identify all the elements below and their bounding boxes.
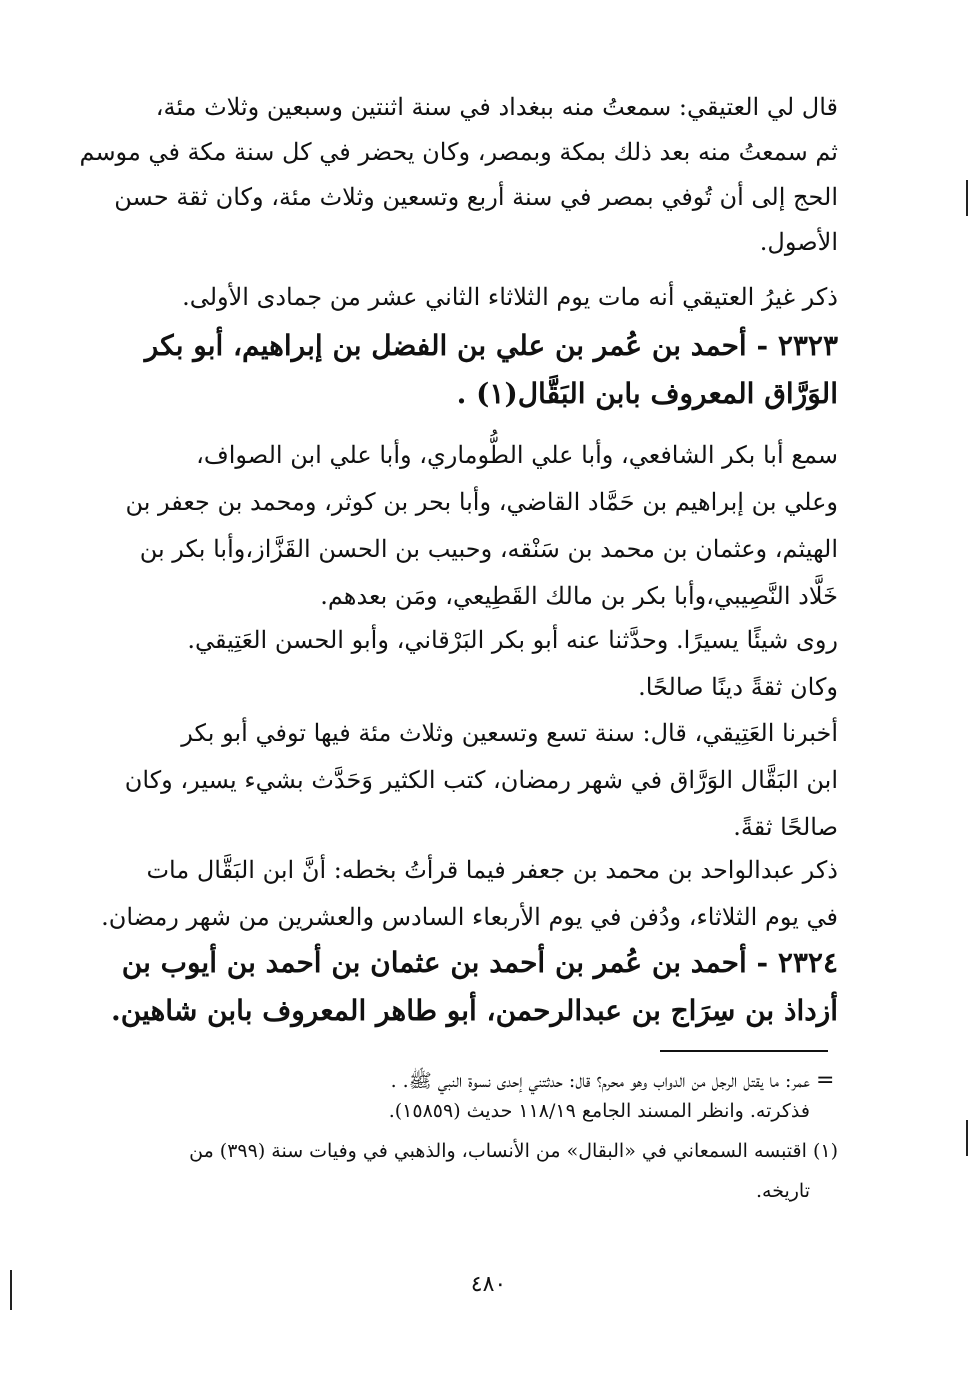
- paragraph-5: [120, 718, 838, 843]
- text-line: وكان ثقةً دينًا صالحًا.: [638, 673, 838, 701]
- text-line: أخبرنا العَتِيقي، قال: سنة تسع وتسعين وثلاث مئة فيها توفي أبو بكر: [181, 719, 838, 747]
- heading-line: الوَرَّاق المعروف بابن البَقَّال(١) .: [456, 377, 838, 410]
- text-line: في يوم الثلاثاء، ودُفن في يوم الأربعاء السادس والعشرين من شهر رمضان.: [101, 903, 838, 931]
- footnote-1: [120, 1138, 838, 1202]
- text-line: صالحًا ثقةً.: [733, 813, 838, 841]
- paragraph-1: [79, 92, 838, 262]
- text-line: ابن البَقَّال الوَرَّاق في شهر رمضان، كتب الكثير وَحَدَّث بشيء يسير، وكان: [124, 766, 838, 794]
- paragraph-4: [120, 625, 838, 705]
- footnote-line: تاريخه.: [755, 1180, 810, 1202]
- text-line: الحج إلى أن تُوفي بمصر في سنة أربع وتسعين وثلاث مئة، وكان ثقة حسن: [114, 183, 838, 211]
- heading-line: ٢٣٢٤ - أحمد بن عُمر بن أحمد بن عثمان بن أحمد بن أيوب بن: [121, 946, 838, 979]
- entry-heading-2323: [120, 328, 838, 418]
- page-number: ٤٨٠: [470, 1272, 507, 1297]
- heading-line: أزداذ بن سِرَاج بن عبدالرحمن، أبو طاهر المعروف بابن شاهين.: [111, 994, 838, 1027]
- paragraph-2: [120, 282, 838, 312]
- footnote-line: فذكرته. وانظر المسند الجامع ١١٨/١٩ حديث (١٥٨٥٩).: [388, 1100, 810, 1122]
- text-line: وعلي بن إبراهيم بن حَمَّاد القاضي، وأبا بحر بن كوثر، ومحمد بن جعفر بن: [125, 488, 838, 516]
- footnote-line: (١) اقتبسه السمعاني في «البقال» من الأنساب، والذهبي في وفيات سنة (٣٩٩) من: [189, 1140, 838, 1162]
- text-line: قال لي العتيقي: سمعتُ منه ببغداد في سنة اثنتين وسبعين وثلاث مئة،: [155, 93, 838, 121]
- paragraph-6: [101, 855, 838, 935]
- text-line: ذكر غيرُ العتيقي أنه مات يوم الثلاثاء الثاني عشر من جمادى الأولى.: [182, 283, 838, 311]
- footnote-carry-mark: =: [816, 1068, 835, 1093]
- text-line: ذكر عبدالواحد بن محمد بن جعفر فيما قرأتُ بخطه: أنَّ ابن البَقَّال مات: [146, 856, 838, 884]
- footnote-line: عمر: ما يقتل الرجل من الدواب وهو محرم؟ قال: حدثتني إحدى نسوة النبي ﷺ. .: [390, 1070, 810, 1092]
- scan-edge-mark: [966, 1120, 968, 1156]
- scan-edge-mark: [10, 1270, 12, 1310]
- footnote-separator: [660, 1050, 828, 1052]
- text-line: الهيثم، وعثمان بن محمد بن سَنْقه، وحبيب بن الحسن القَزَّاز،وأبا بكر بن: [139, 535, 838, 563]
- text-line: خَلَّاد النَّصِيبي،وأبا بكر بن مالك القَطِيعي، ومَن بعدهم.: [320, 582, 838, 610]
- footnote-carry: [120, 1068, 810, 1128]
- text-line: الأصول.: [759, 228, 838, 256]
- text-line: روى شيئًا يسيرًا. وحدَّثنا عنه أبو بكر البَرْقاني، وأبو الحسن العَتِيقي.: [187, 626, 838, 654]
- paragraph-3: [120, 440, 838, 610]
- scan-edge-mark: [966, 180, 968, 216]
- entry-heading-2324: [111, 945, 838, 1035]
- heading-line: ٢٣٢٣ - أحمد بن عُمر بن علي بن الفضل بن إبراهيم، أبو بكر: [144, 329, 838, 362]
- text-line: سمع أبا بكر الشافعي، وأبا علي الطُّوماري، وأبا علي ابن الصواف،: [196, 441, 838, 469]
- text-line: ثم سمعتُ منه بعد ذلك بمكة وبمصر، وكان يحضر في كل سنة مكة في موسم: [79, 138, 838, 166]
